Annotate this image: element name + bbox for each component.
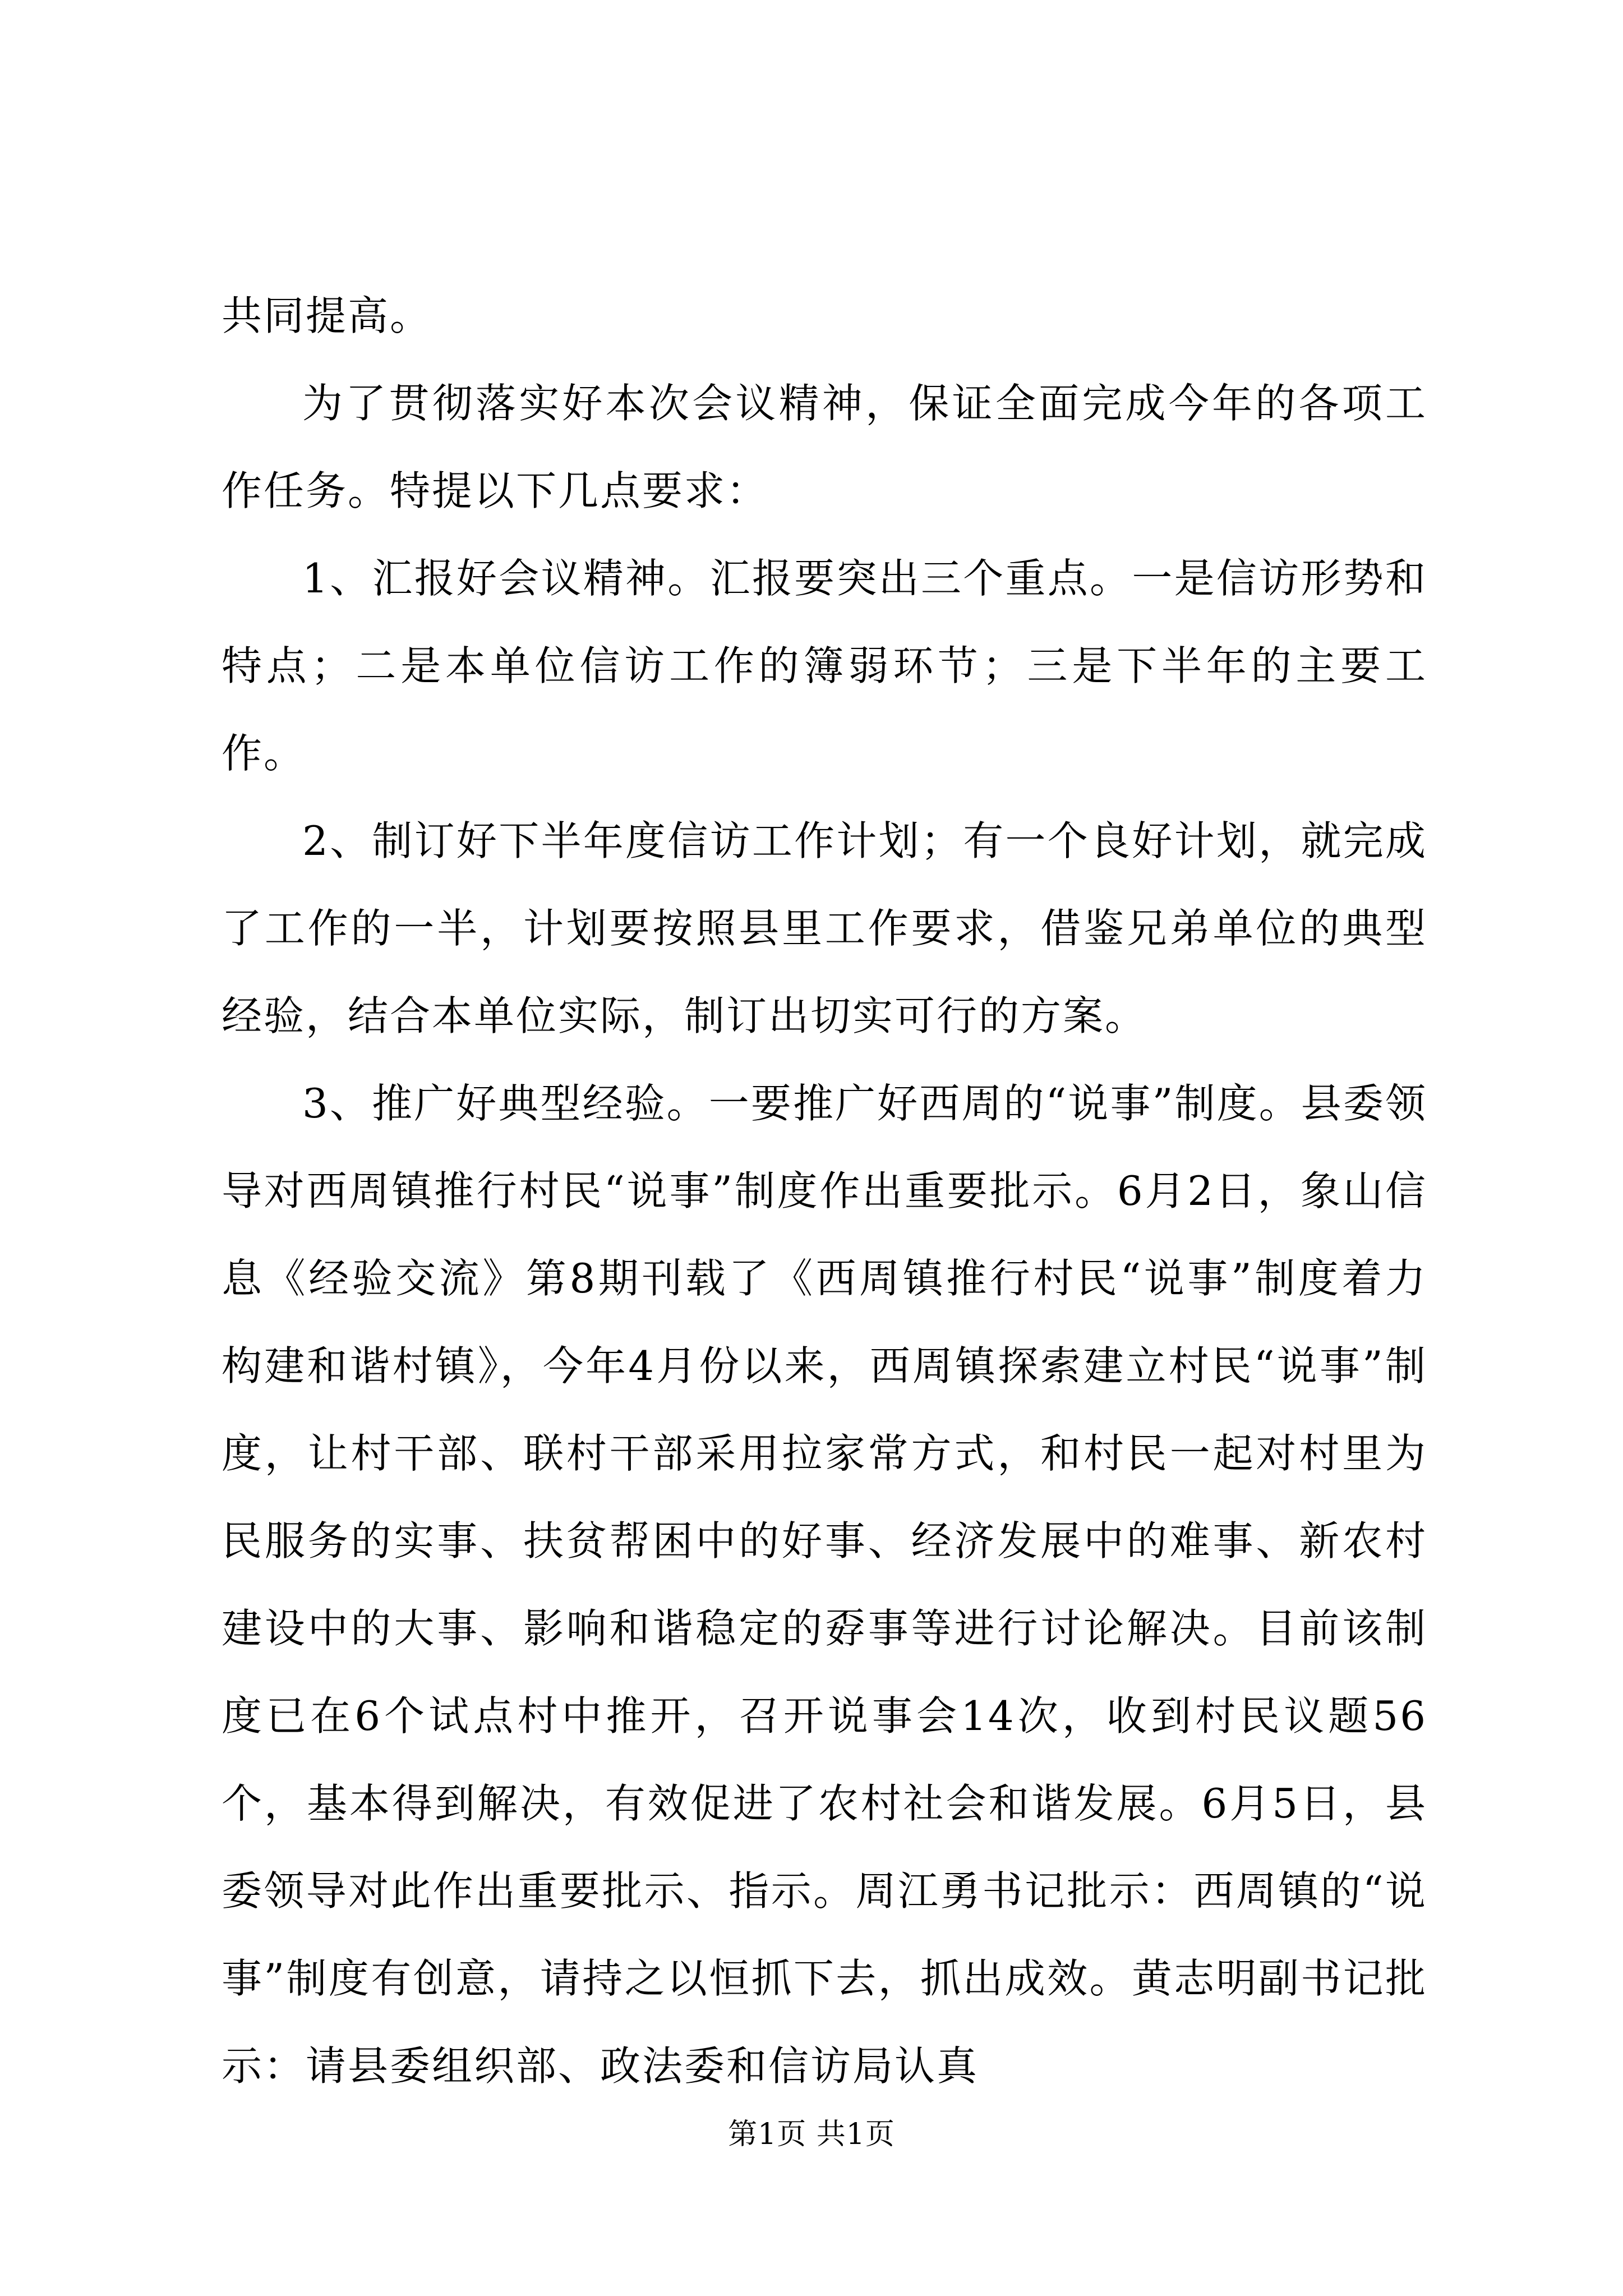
paragraph-continuation: 共同提高。 bbox=[222, 292, 432, 339]
page-footer: 第1页 共1页 bbox=[728, 2118, 895, 2151]
paragraph-intro: 为了贯彻落实好本次会议精神，保证全面完成今年的各项工作任务。特提以下几点要求： bbox=[222, 380, 1427, 514]
document-body bbox=[222, 272, 1427, 2110]
paragraph-item-2: 2、制订好下半年度信访工作计划；有一个良好计划，就完成了工作的一半，计划要按照县里工作要求，借鉴兄弟单位的典型经验，结合本单位实际，制订出切实可行的方案。 bbox=[222, 817, 1427, 1039]
paragraph-item-1: 1、汇报好会议精神。汇报要突出三个重点。一是信访形势和特点；二是本单位信访工作的簿弱环节；三是下半年的主要工作。 bbox=[222, 555, 1427, 777]
paragraph-item-3: 3、推广好典型经验。一要推广好西周的“说事”制度。县委领导对西周镇推行村民“说事”制度作出重要批示。6月2日，象山信息《经验交流》第8期刊载了《西周镇推行村民“说事”制度着力构建和谐村镇》，今年4月份以来，西周镇探索建立村民“说事”制度，让村干部、联村干部采用拉家常方式，和村民一起对村里为民服务的实事、扶贫帮困中的好事、经济发展中的难事、新农村建设中的大事、影响和谐稳定的孬事等进行讨论解决。目前该制度已在6个试点村中推开，召开说事会14次，收到村民议题56个，基本得到解决，有效促进了农村社会和谐发展。6月5日，县委领导对此作出重要批示、指示。周江勇书记批示：西周镇的“说事”制度有创意，请持之以恒抓下去，抓出成效。黄志明副书记批示：请县委组织部、政法委和信访局认真 bbox=[222, 1080, 1427, 2090]
